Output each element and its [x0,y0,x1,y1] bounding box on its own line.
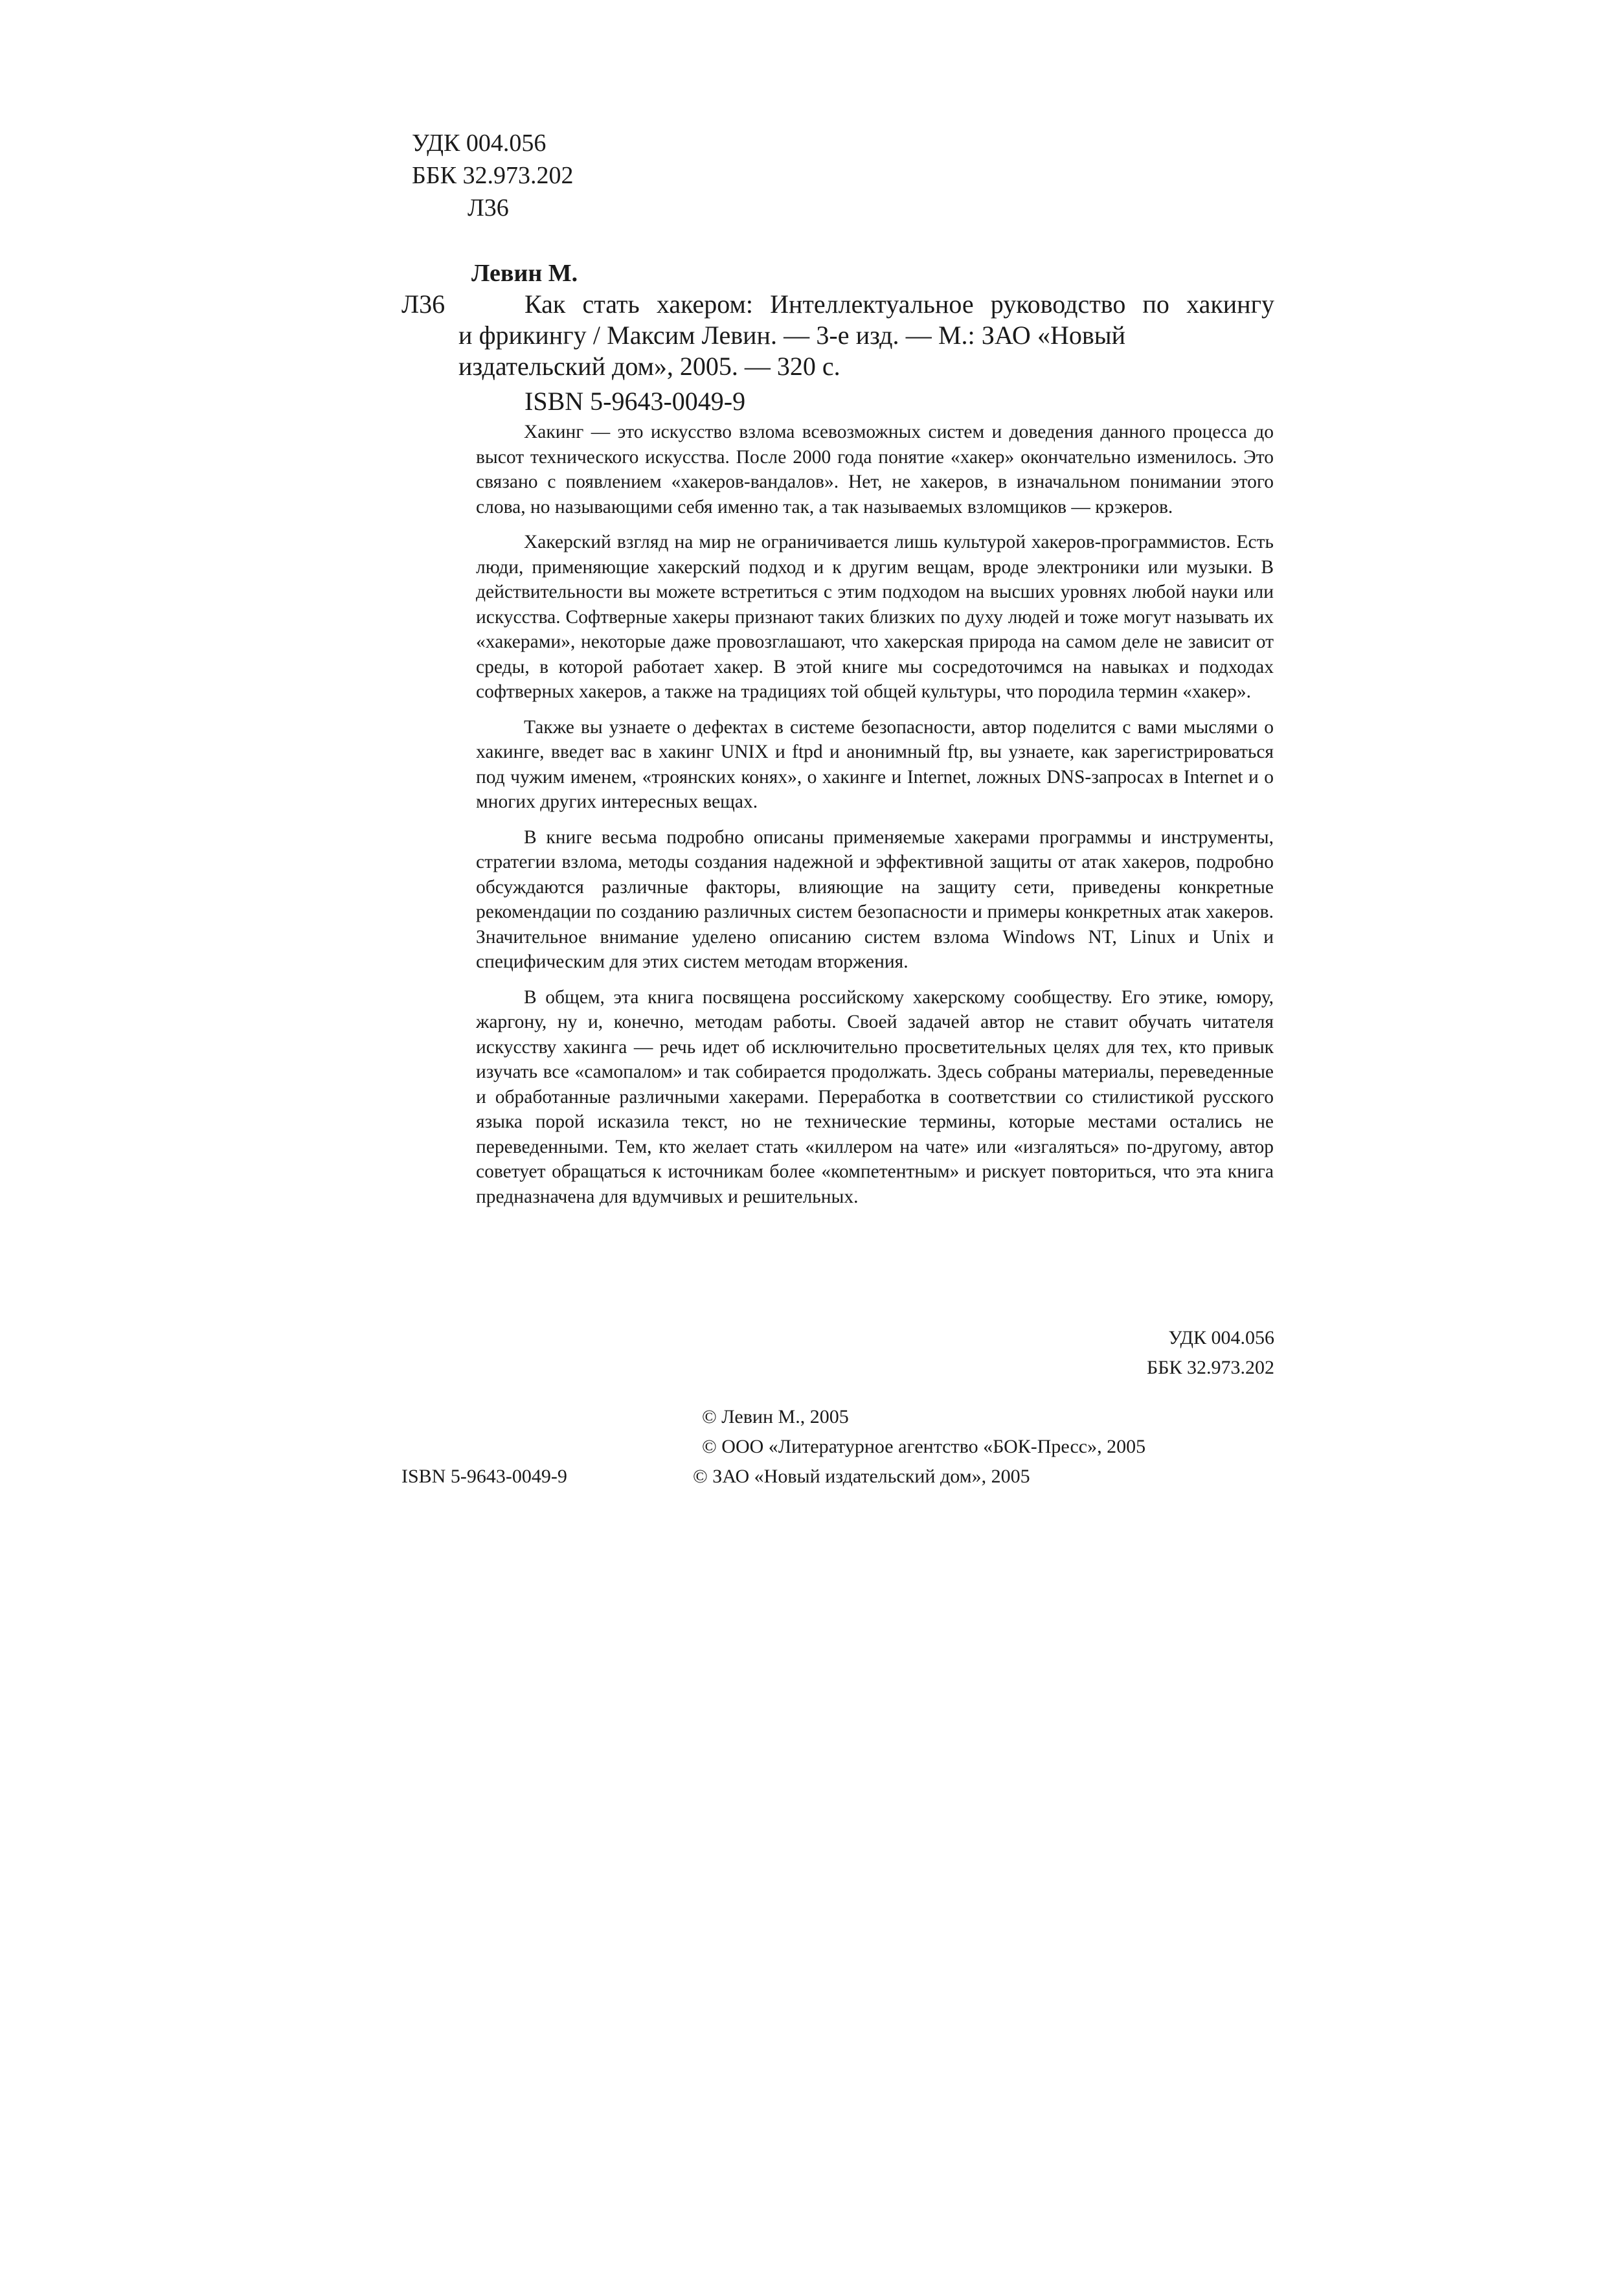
footer-isbn: ISBN 5-9643-0049-9 [401,1466,567,1487]
entry-isbn: ISBN 5-9643-0049-9 [524,387,746,416]
annotation-paragraph-5: В общем, эта книга посвящена российскому хакерскому сообществу. Его этике, юмору, жаргону, ну и, конечно, методам работы. Своей задачей автор не ставит обучать читателя искусству хакинга — речь идет об исключительно просветительных целях для тех, кто привык изучать все «самопалом» и так собирается продолжать. Здесь собраны материалы, переведенные и обработанные различными хакерами. Переработка в соответствии со стилистикой русского языка порой исказила текст, но не технические термины, которые местами остались не переведенными. Тем, кто желает стать «киллером на чате» или «изгаляться» по-другому, автор советует обращаться к источникам более «компетентным» и рискует повториться, что эта книга предназначена для вдумчивых и решительных. [476,986,1274,1207]
entry-title-line-3: издательский дом», 2005. — 320 с. [458,352,840,381]
entry-sign: Л36 [401,290,445,319]
footer-udk-code: УДК 004.056 [1168,1327,1274,1348]
entry-title-line-1: Как стать хакером: Интеллектуальное руководство по хакингу [524,290,1274,319]
copyright-agency: © ООО «Литературное агентство «БОК-Пресс», 2005 [702,1436,1146,1457]
author-name: Левин М. [471,260,578,287]
bbk-code: ББК 32.973.202 [412,162,574,189]
copyright-publisher: © ЗАО «Новый издательский дом», 2005 [693,1466,1030,1487]
annotation [476,420,1274,1209]
annotation-paragraph-4: В книге весьма подробно описаны применяемые хакерами программы и инструменты, стратегии взлома, методы создания надежной и эффективной защиты от атак хакеров, подробно обсуждаются различные факторы, влияющие на защиту сети, приведены конкретные рекомендации по созданию различных систем безопасности и примеры конкретных атак хакеров. Значительное внимание уделено описанию систем взлома Windows NT, Linux и Unix и специфическим для этих систем методам вторжения. [476,826,1274,972]
author-sign: Л36 [468,194,509,221]
annotation-paragraph-3: Также вы узнаете о дефектах в системе безопасности, автор поделится с вами мыслями о хакинге, введет вас в хакинг UNIX и ftpd и анонимный ftp, вы узнаете, как зарегистрироваться под чужим именем, «троянских конях», о хакинге и Internet, ложных DNS-запросах в Internet и о многих других интересных вещах. [476,716,1274,812]
annotation-paragraph-2: Хакерский взгляд на мир не ограничивается лишь культурой хакеров-программистов. Есть люди, применяющие хакерский подход и к другим вещам, вроде электроники или музыки. В действительности вы можете встретиться с этим подходом на высших уровнях любой науки или искусства. Софтверные хакеры признают таких близких по духу людей и тоже могут называть их «хакерами», некоторые даже провозглашают, что хакерская природа на самом деле не зависит от среды, в которой работает хакер. В этой книге мы сосредоточимся на навыках и подходах софтверных хакеров, а также на традициях той общей культуры, что породила термин «хакер». [476,532,1274,702]
copyright-author: © Левин М., 2005 [702,1406,849,1427]
footer-bbk-code: ББК 32.973.202 [1147,1357,1274,1378]
annotation-paragraph-1: Хакинг — это искусство взлома всевозможных систем и доведения данного процесса до высот технического искусства. После 2000 года понятие «хакер» окончательно изменилось. Это связано с появлением «хакеров-вандалов». Нет, не хакеров, в изначальном понимании этого слова, но называющими себя именно так, а так называемых взломщиков — крэкеров. [476,422,1274,517]
entry-title-line-2: и фрикингу / Максим Левин. — 3-е изд. — М.: ЗАО «Новый [458,321,1125,350]
udk-code: УДК 004.056 [412,130,547,157]
